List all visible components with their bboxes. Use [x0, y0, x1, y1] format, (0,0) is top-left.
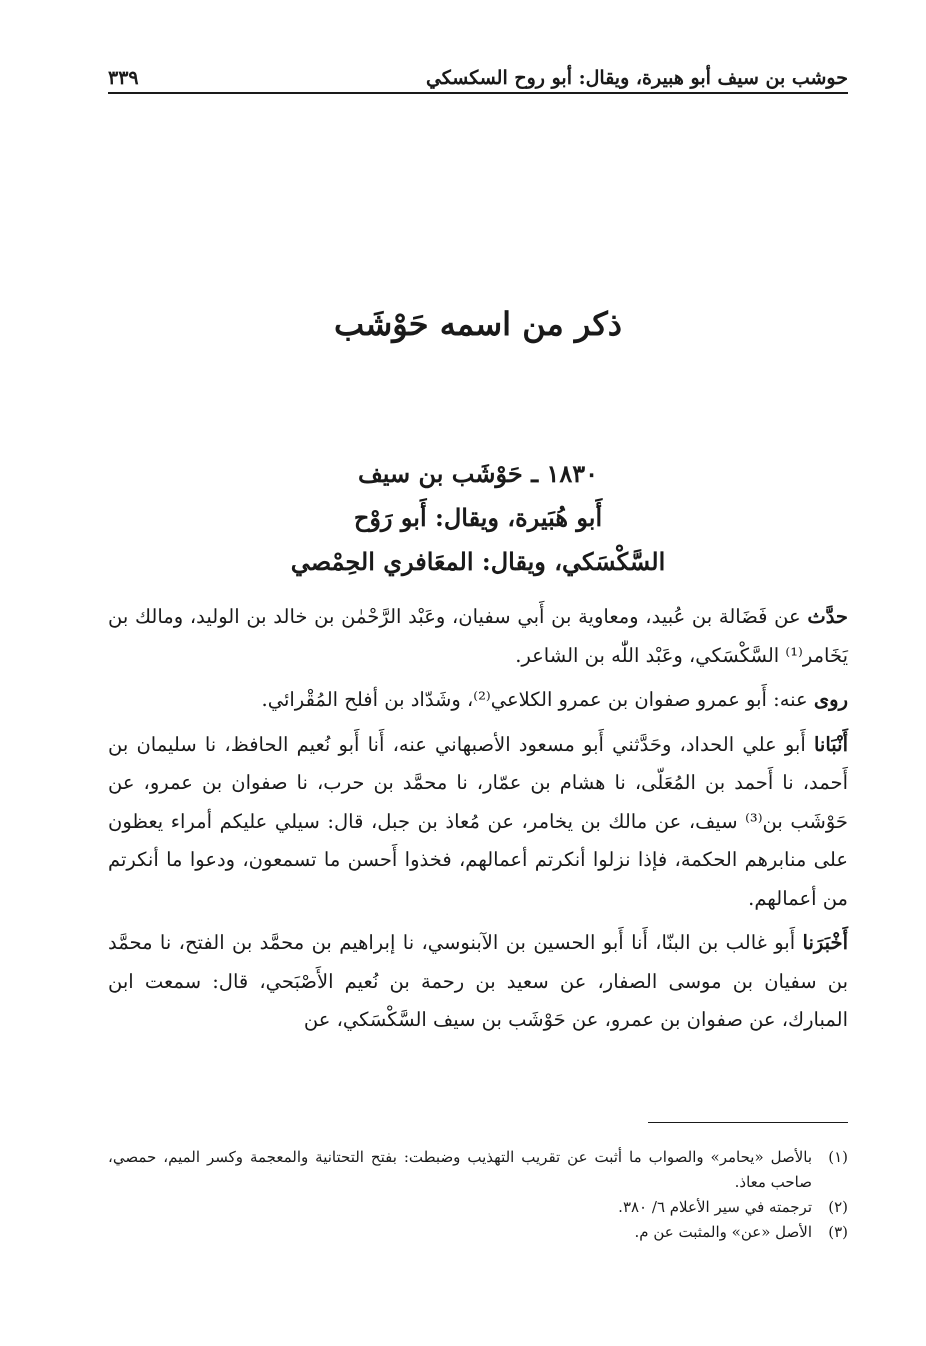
running-header: [108, 60, 848, 94]
footnote-divider: [648, 1122, 848, 1123]
footnote-1: [108, 1145, 848, 1195]
paragraph-2: [108, 681, 848, 720]
paragraph-4: [108, 924, 848, 1040]
paragraph-1: [108, 598, 848, 675]
body-text: [108, 598, 848, 1046]
footnote-text: بالأصل «يحامر» والصواب ما أثبت عن تقريب التهذيب وضبطت: بفتح التحتانية والمعجمة وكسر الميم، حمصي، صاحب معاذ.: [108, 1148, 812, 1191]
paragraph-2-lead: روى: [813, 688, 848, 711]
footnotes: [108, 1145, 848, 1245]
entry-heading-line-2: أَبو هُبَيرة، ويقال: أَبو رَوْح: [353, 503, 603, 532]
footnote-number: (١): [828, 1148, 848, 1166]
footnote-text: الأصل «عن» والمثبت عن م.: [634, 1223, 812, 1241]
footnote-3: [108, 1220, 848, 1245]
footnote-text: ترجمته في سير الأعلام ٦/ ٣٨٠.: [618, 1198, 812, 1216]
paragraph-4-lead: أَخْبَرَنا: [802, 931, 848, 954]
paragraph-1-text: عن فَضَالة بن عُبيد، ومعاوية بن أَبي سفيان، وعَبْد الرَّحْمٰن بن خالد بن الوليد، ومالك بن يَخَامر⁽¹⁾ السَّكْسَكي، وعَبْد اللّٰه بن الشاعر.: [108, 605, 848, 667]
running-title: حوشب بن سيف أبو هبيرة، ويقال: أبو روح السكسكي: [425, 67, 848, 89]
page-number: ٣٣٩: [108, 67, 139, 89]
paragraph-4-text: أَبو غالب بن البنّا، أَنا أَبو الحسين بن الآبنوسي، نا إبراهيم بن محمَّد بن الفتح، نا محمَّد بن سفيان بن موسى الصفار، عن سعيد بن رحمة بن نُعيم الأَصْبَحي، قال: سمعت ابن المبارك، عن صفوان بن عمرو، عن حَوْشَب بن سيف السَّكْسَكي، عن: [108, 931, 848, 1031]
entry-heading-line-3: السَّكْسَكي، ويقال: المعَافري الحِمْصي: [290, 547, 666, 576]
paragraph-1-lead: حدَّث: [807, 605, 848, 628]
paragraph-3-lead: أَنْبَانا: [813, 732, 848, 756]
footnote-number: (٢): [828, 1198, 848, 1216]
entry-heading: [108, 452, 848, 584]
footnote-2: [108, 1195, 848, 1220]
paragraph-2-text: عنه: أَبو عمرو صفوان بن عمرو الكلاعي⁽²⁾، وشَدّاد بن أفلح المُقْرائي.: [261, 688, 814, 711]
entry-heading-line-1: ١٨٣٠ ـ حَوْشَب بن سيف: [357, 459, 599, 488]
section-title: ذكر من اسمه حَوْشَب: [334, 305, 622, 343]
footnote-number: (٣): [828, 1223, 848, 1241]
paragraph-3: [108, 726, 848, 919]
paragraph-3-text: أَبو علي الحداد، وحَدَّثني أَبو مسعود الأصبهاني عنه، أَنا أَبو نُعيم الحافظ، نا سليمان بن أَحمد، نا أَحمد بن المُعَلّى، نا هشام بن عمّار، نا محمَّد بن حرب، نا صفوان بن عمرو، عن حَوْشَب بن⁽³⁾ سيف، عن مالك بن يخامر، عن مُعاذ بن جبل، قال: سيلي عليكم أمراء يعظون على منابرهم الحكمة، فإذا نزلوا أنكرتم أعمالهم، فخذوا أَحسن ما تسمعون، ودعوا ما أنكرتم من أعمالهم.: [108, 732, 848, 910]
